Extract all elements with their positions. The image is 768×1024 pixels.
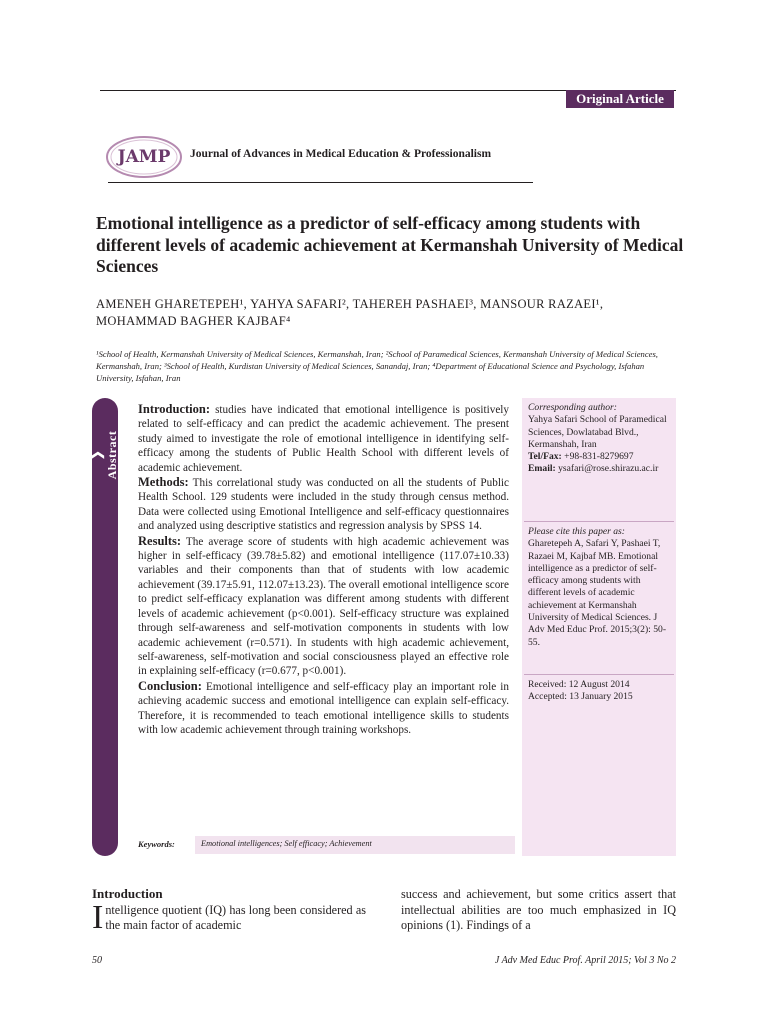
abstract-label <box>90 429 120 481</box>
email-label: Email: <box>528 463 556 475</box>
abstract-results-text: The average score of students with high academic achievement was higher in self-efficacy (39.78±5.82) and emotional intelligence (117.07±10.33) variables and their components than that of students with low academic achievement (39.17±5.91, 112.07±13.23). The overall emotional intelligence score to predict self-efficacy explanation was different among students with different levels of academic achievement (p<0.001). Self-efficacy structure was explained through self-awareness and self-motivation components in students with low academic achievement (r=0.571). In students with high academic achievement, self-awareness, self-motivation and social consciousness played an effective role in explaining self-efficacy (r=0.677, p<0.001). <box>138 535 509 678</box>
chevron-right-icon: ❯ <box>90 449 104 461</box>
logo-lettering: JAMP <box>117 147 171 167</box>
abstract-conclusion-heading: Conclusion: <box>138 678 202 693</box>
abstract-methods-heading: Methods: <box>138 475 189 490</box>
abstract-label-text: Abstract <box>105 430 119 480</box>
affiliations: ¹School of Health, Kermanshah University of Medical Sciences, Kermanshah, Iran; ²School of Paramedical Sciences, Kermanshah University of Medical Sciences, Kermanshah, Iran; ³School of Health, Kurdistan University of Medical Sciences, Sanandaj, Iran; ⁴Department of Educational Science and Psychology, Isfahan University, Isfahan, Iran <box>96 349 658 383</box>
journal-name: Journal of Advances in Medical Education & Professionalism <box>190 148 492 160</box>
abstract-body <box>138 402 509 737</box>
accepted-date: Accepted: 13 January 2015 <box>528 691 633 703</box>
abstract-results <box>138 534 509 679</box>
email <box>528 463 674 475</box>
citation <box>528 526 674 649</box>
running-footer: J Adv Med Educ Prof. April 2015; Vol 3 No 2 <box>494 955 676 966</box>
keywords-text: Emotional intelligences; Self efficacy; Achievement <box>201 839 372 848</box>
sidebar-divider <box>524 521 674 522</box>
abstract-introduction <box>138 402 509 475</box>
tel-fax-value: +98-831-8279697 <box>561 451 634 463</box>
abstract-conclusion <box>138 679 509 738</box>
tel-fax-label: Tel/Fax: <box>528 451 562 463</box>
corresponding-author-label: Corresponding author: <box>528 402 617 413</box>
introduction-heading: Introduction <box>92 886 163 901</box>
body-column-right: success and achievement, but some critics assert that intellectual abilities are too much emphasized in IQ opinions (1). Findings of a <box>401 887 676 932</box>
body-column-left-text: ntelligence quotient (IQ) has long been considered as the main factor of academic <box>105 903 366 932</box>
author-list: AMENEH GHARETEPEH¹, YAHYA SAFARI², TAHEREH PASHAEI³, MANSOUR RAZAEI¹, MOHAMMAD BAGHER KAJBAF⁴ <box>96 297 604 328</box>
abstract-intro-text: studies have indicated that emotional intelligence is positively related to self-efficacy and can predict the academic achievement. The present study aimed to investigate the role of emotional intelligence in identifying self-efficacy among the students of Public Health School with different levels of academic achievement. <box>138 404 509 474</box>
journal-logo <box>104 134 184 180</box>
corresponding-author-address: Yahya Safari School of Paramedical Sciences, Dowlatabad Blvd., Kermanshah, Iran <box>528 414 667 450</box>
article-title: Emotional intelligence as a predictor of self-efficacy among students with different levels of academic achievement at Kermanshah University of Medical Sciences <box>96 213 684 276</box>
received-date: Received: 12 August 2014 <box>528 679 630 690</box>
abstract-intro-heading: Introduction: <box>138 402 211 416</box>
abstract-methods-text: This correlational study was conducted on all the students of Public Health School. 129 students were included in the study through census method. Data were collected using Emotional Intelligence and self-efficacy questionnaires and analyzed using descriptive statistics and regression analysis by SPSS 14. <box>138 477 509 533</box>
keywords-label: Keywords: <box>138 839 175 849</box>
drop-cap: I <box>92 899 104 936</box>
journal-rule <box>108 182 533 183</box>
citation-label: Please cite this paper as: <box>528 526 625 537</box>
abstract-conclusion-text: Emotional intelligence and self-efficacy play an important role in achieving academic success and emotional intelligence can explain self-efficacy. Therefore, it is recommended to teach emotional intelligence skills to students with low academic achievement through training workshops. <box>138 680 509 736</box>
abstract-results-heading: Results: <box>138 533 182 548</box>
page-number: 50 <box>92 955 102 966</box>
info-sidebar <box>522 398 676 856</box>
email-value: ysafari@rose.shirazu.ac.ir <box>555 463 659 475</box>
citation-text: Gharetepeh A, Safari Y, Pashaei T, Razaei M, Kajbaf MB. Emotional intelligence as a predictor of self-efficacy among students with different levels of academic achievement at Kermanshah University of Medical Sciences. J Adv Med Educ Prof. 2015;3(2): 50-55. <box>528 538 667 648</box>
abstract-methods <box>138 475 509 534</box>
article-type-badge: Original Article <box>566 90 674 108</box>
tel-fax <box>528 451 674 463</box>
sidebar-divider <box>524 674 674 675</box>
body-column-left <box>92 899 366 936</box>
keywords-row <box>138 836 515 854</box>
corresponding-author <box>528 402 674 476</box>
history <box>528 679 674 704</box>
keywords-box <box>195 836 515 854</box>
